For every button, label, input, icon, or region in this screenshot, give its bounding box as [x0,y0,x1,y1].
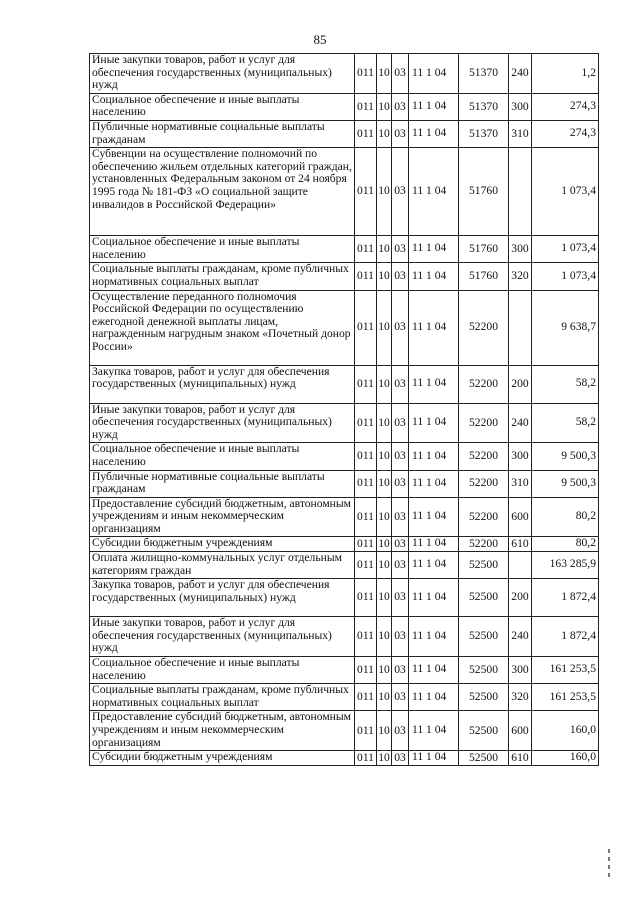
subsection-code: 03 [392,403,409,443]
expense-type-code: 200 [509,579,532,617]
row-name: Иные закупки товаров, работ и услуг для обеспечения государственных (муниципальных) нужд [90,617,355,657]
row-name: Субсидии бюджетным учреждениям [90,751,355,766]
row-name: Субсидии бюджетным учреждениям [90,537,355,552]
subsection-code: 03 [392,617,409,657]
target-code: 52200 [459,537,509,552]
section-code: 10 [377,470,392,497]
ministry-code: 011 [355,711,377,751]
target-code: 52500 [459,617,509,657]
page-number: 85 [313,32,327,47]
subsection-code: 03 [392,579,409,617]
row-name: Закупка товаров, работ и услуг для обеспечения государственных (муниципальных) нужд [90,579,355,617]
program-code: 11 1 04 [409,148,459,236]
subsection-code: 03 [392,751,409,766]
program-code: 11 1 04 [409,684,459,711]
section-code: 10 [377,290,392,365]
program-code: 11 1 04 [409,54,459,94]
subsection-code: 03 [392,263,409,290]
table-row [90,54,599,94]
budget-table [89,53,599,766]
subsection-code: 03 [392,120,409,147]
section-code: 10 [377,120,392,147]
row-name: Социальные выплаты гражданам, кроме публичных нормативных социальных выплат [90,684,355,711]
amount: 160,0 [532,751,599,766]
ministry-code: 011 [355,54,377,94]
target-code: 52500 [459,684,509,711]
subsection-code: 03 [392,148,409,236]
ministry-code: 011 [355,657,377,684]
amount: 1 073,4 [532,236,599,263]
table-row [90,365,599,403]
ministry-code: 011 [355,617,377,657]
amount: 9 638,7 [532,290,599,365]
table-row [90,497,599,537]
program-code: 11 1 04 [409,617,459,657]
ministry-code: 011 [355,236,377,263]
target-code: 51370 [459,93,509,120]
section-code: 10 [377,684,392,711]
ministry-code: 011 [355,497,377,537]
program-code: 11 1 04 [409,751,459,766]
section-code: 10 [377,617,392,657]
ministry-code: 011 [355,537,377,552]
section-code: 10 [377,148,392,236]
program-code: 11 1 04 [409,93,459,120]
table-row [90,617,599,657]
subsection-code: 03 [392,365,409,403]
subsection-code: 03 [392,497,409,537]
ministry-code: 011 [355,443,377,470]
ministry-code: 011 [355,290,377,365]
row-name: Оплата жилищно-коммунальных услуг отдельным категориям граждан [90,552,355,579]
table-row [90,120,599,147]
program-code: 11 1 04 [409,657,459,684]
amount: 80,2 [532,537,599,552]
amount: 58,2 [532,403,599,443]
ministry-code: 011 [355,552,377,579]
table-row [90,290,599,365]
amount: 161 253,5 [532,684,599,711]
row-name: Социальные выплаты гражданам, кроме публичных нормативных социальных выплат [90,263,355,290]
row-name: Социальное обеспечение и иные выплаты населению [90,236,355,263]
amount: 9 500,3 [532,470,599,497]
section-code: 10 [377,497,392,537]
program-code: 11 1 04 [409,236,459,263]
section-code: 10 [377,657,392,684]
ministry-code: 011 [355,263,377,290]
program-code: 11 1 04 [409,552,459,579]
amount: 9 500,3 [532,443,599,470]
amount: 1 872,4 [532,579,599,617]
ministry-code: 011 [355,93,377,120]
target-code: 52500 [459,657,509,684]
program-code: 11 1 04 [409,290,459,365]
expense-type-code: 200 [509,365,532,403]
amount: 1 073,4 [532,148,599,236]
row-name: Публичные нормативные социальные выплаты гражданам [90,470,355,497]
table-row [90,552,599,579]
expense-type-code [509,290,532,365]
budget-table-body [90,54,599,766]
table-row [90,579,599,617]
target-code: 51760 [459,263,509,290]
subsection-code: 03 [392,711,409,751]
ministry-code: 011 [355,403,377,443]
subsection-code: 03 [392,552,409,579]
ministry-code: 011 [355,148,377,236]
table-row [90,470,599,497]
section-code: 10 [377,552,392,579]
row-name: Социальное обеспечение и иные выплаты населению [90,657,355,684]
expense-type-code: 300 [509,657,532,684]
expense-type-code: 610 [509,751,532,766]
row-name: Иные закупки товаров, работ и услуг для обеспечения государственных (муниципальных) нужд [90,403,355,443]
expense-type-code: 320 [509,684,532,711]
ministry-code: 011 [355,579,377,617]
expense-type-code [509,148,532,236]
amount: 161 253,5 [532,657,599,684]
row-name: Предоставление субсидий бюджетным, автономным учреждениям и иным некоммерческим организациям [90,497,355,537]
expense-type-code: 320 [509,263,532,290]
subsection-code: 03 [392,443,409,470]
section-code: 10 [378,536,390,550]
target-code: 51370 [459,54,509,94]
subsection-code: 03 [392,684,409,711]
target-code: 52500 [459,552,509,579]
target-code: 52500 [459,711,509,751]
section-code: 10 [377,579,392,617]
subsection-code: 03 [392,93,409,120]
target-code: 52200 [459,403,509,443]
target-code: 51370 [459,120,509,147]
expense-type-code: 300 [509,236,532,263]
section-code: 10 [377,403,392,443]
section-code: 10 [378,750,390,764]
row-name: Предоставление субсидий бюджетным, автономным учреждениям и иным некоммерческим организациям [90,711,355,751]
table-row [90,403,599,443]
subsection-code: 03 [392,657,409,684]
program-code: 11 1 04 [409,403,459,443]
section-code: 10 [377,711,392,751]
amount: 1 872,4 [532,617,599,657]
target-code: 52200 [459,497,509,537]
amount: 274,3 [532,93,599,120]
row-name: Публичные нормативные социальные выплаты гражданам [90,120,355,147]
ministry-code: 011 [355,120,377,147]
table-row [90,537,599,552]
amount: 1,2 [532,54,599,94]
expense-type-code: 310 [509,470,532,497]
expense-type-code: 240 [509,54,532,94]
expense-type-code: 240 [509,403,532,443]
target-code: 52200 [459,365,509,403]
ministry-code: 011 [355,470,377,497]
table-row [90,148,599,236]
program-code: 11 1 04 [409,537,459,552]
subsection-code: 03 [392,537,409,552]
expense-type-code: 300 [509,443,532,470]
program-code: 11 1 04 [409,120,459,147]
subsection-code: 03 [392,470,409,497]
table-row [90,657,599,684]
target-code: 52200 [459,443,509,470]
table-row [90,684,599,711]
program-code: 11 1 04 [409,263,459,290]
expense-type-code: 600 [509,711,532,751]
program-code: 11 1 04 [409,711,459,751]
table-row [90,263,599,290]
ministry-code: 011 [355,751,377,766]
program-code: 11 1 04 [409,497,459,537]
section-code: 10 [377,93,392,120]
amount: 160,0 [532,711,599,751]
target-code: 52200 [459,470,509,497]
expense-type-code: 310 [509,120,532,147]
expense-type-code [509,552,532,579]
target-code: 52200 [459,290,509,365]
target-code: 52500 [459,751,509,766]
section-code: 10 [377,54,392,94]
row-name: Социальное обеспечение и иные выплаты населению [90,443,355,470]
amount: 80,2 [532,497,599,537]
subsection-code: 03 [392,290,409,365]
expense-type-code: 240 [509,617,532,657]
program-code: 11 1 04 [409,579,459,617]
table-row [90,93,599,120]
expense-type-code: 300 [509,93,532,120]
table-row [90,236,599,263]
scan-margin-marks [606,845,612,895]
row-name: Субвенции на осуществление полномочий по обеспечению жильем отдельных категорий граждан, установленных Федеральным законом от 24 ноября 1995 года № 181-ФЗ «О социальной защите инвалидов в Российской Федерации» [90,148,355,236]
row-name: Осуществление переданного полномочия Российской Федерации по осуществлению ежегодной денежной выплаты лицам, награжденным нагрудным знаком «Почетный донор России» [90,290,355,365]
target-code: 51760 [459,236,509,263]
expense-type-code: 610 [509,537,532,552]
table-row [90,443,599,470]
table-row [90,711,599,751]
amount: 1 073,4 [532,263,599,290]
subsection-code: 03 [392,54,409,94]
row-name: Социальное обеспечение и иные выплаты населению [90,93,355,120]
table-row [90,751,599,766]
amount: 163 285,9 [532,552,599,579]
row-name: Иные закупки товаров, работ и услуг для обеспечения государственных (муниципальных) нужд [90,54,355,94]
ministry-code: 011 [355,365,377,403]
program-code: 11 1 04 [409,470,459,497]
amount: 58,2 [532,365,599,403]
section-code: 10 [377,263,392,290]
section-code: 10 [377,236,392,263]
target-code: 51760 [459,148,509,236]
program-code: 11 1 04 [409,365,459,403]
section-code: 10 [377,443,392,470]
subsection-code: 03 [392,236,409,263]
target-code: 52500 [459,579,509,617]
ministry-code: 011 [355,684,377,711]
expense-type-code: 600 [509,497,532,537]
row-name: Закупка товаров, работ и услуг для обеспечения государственных (муниципальных) нужд [90,365,355,403]
amount: 274,3 [532,120,599,147]
program-code: 11 1 04 [409,443,459,470]
section-code: 10 [377,365,392,403]
